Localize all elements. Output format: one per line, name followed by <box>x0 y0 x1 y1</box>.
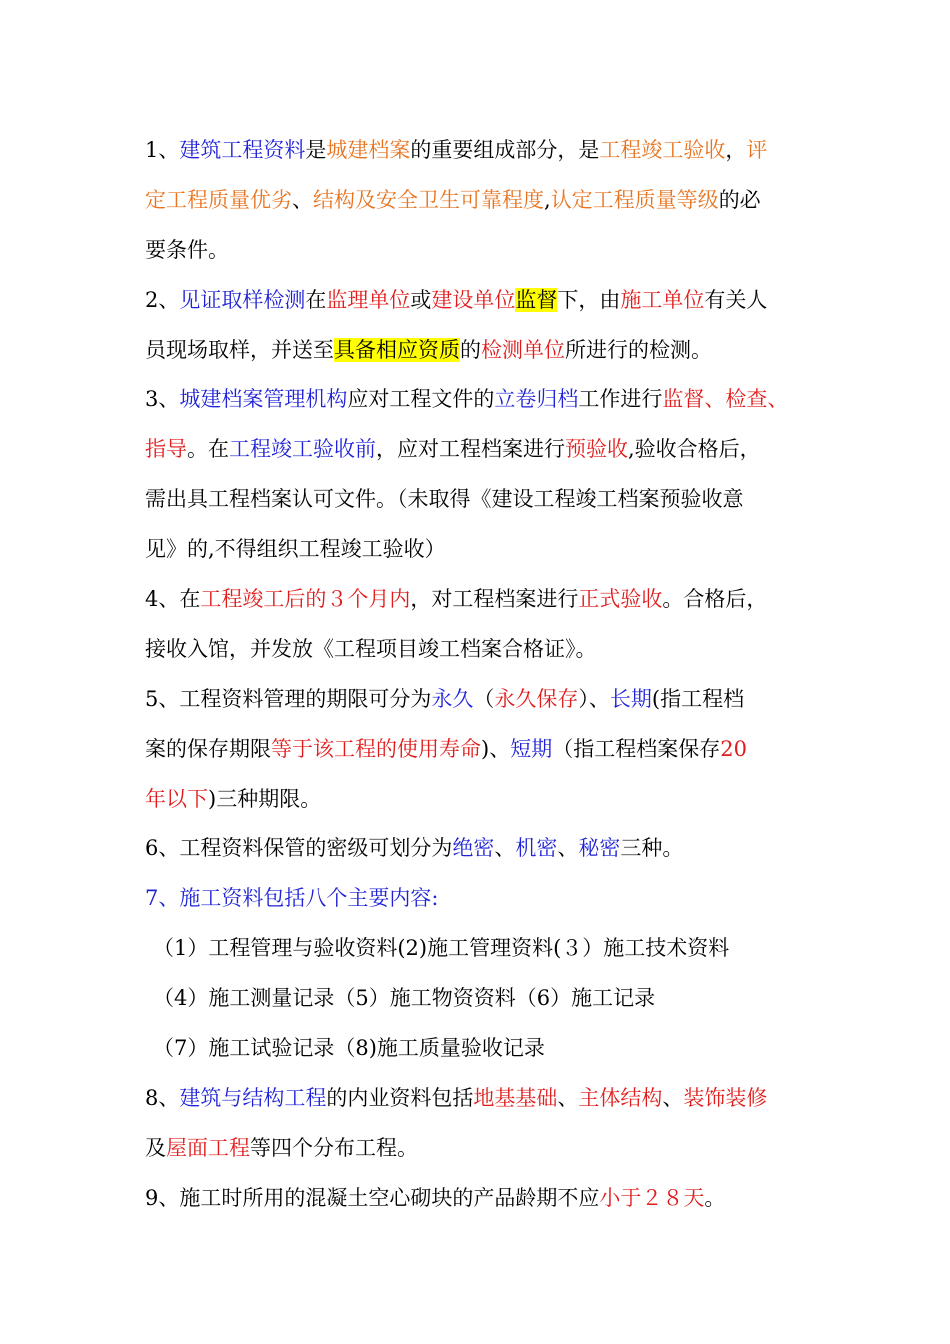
text-run: 绝密 <box>452 836 495 861</box>
text-run: 3、 <box>145 387 180 412</box>
text-run: 、 <box>557 836 579 861</box>
text-run: 工作进行 <box>578 387 663 412</box>
text-run: 预验收 <box>565 437 628 462</box>
text-run: 正式验收 <box>578 587 663 612</box>
text-run: （7）施工试验记录（8)施工质量验收记录 <box>153 1036 545 1061</box>
text-run: 或 <box>410 287 432 312</box>
text-run: （4）施工测量记录（5）施工物资资料（6）施工记录 <box>153 986 656 1011</box>
text-run: 8、 <box>145 1085 180 1110</box>
text-run: 1、 <box>145 138 180 162</box>
paragraph-line <box>145 625 825 675</box>
text-run: 地基基础 <box>473 1085 558 1110</box>
text-run: 6、工程资料保管的密级可划分为 <box>145 836 453 861</box>
text-run: 秘密 <box>578 836 621 861</box>
text-run: 城建档案 <box>326 138 411 162</box>
text-run: 2、 <box>145 287 180 312</box>
text-run: 指导 <box>145 437 187 462</box>
paragraph-line <box>145 675 825 725</box>
text-run: )、 <box>481 736 511 761</box>
paragraph-line <box>145 1124 825 1174</box>
highlighted-text: 具备相应资质 <box>334 337 460 362</box>
text-run: 施工单位 <box>620 287 705 312</box>
text-run: 7、施工资料包括八个主要内容: <box>145 886 439 911</box>
text-run: 要条件。 <box>145 237 229 262</box>
paragraph-line <box>145 1074 825 1124</box>
text-run: 等于该工程的使用寿命 <box>271 736 481 761</box>
list-subitem-line <box>145 924 825 974</box>
text-run: 、 <box>292 187 313 212</box>
text-run: 、 <box>494 836 516 861</box>
text-run: 案的保存期限 <box>145 736 271 761</box>
text-run: 的 <box>460 337 481 362</box>
text-run: （1）工程管理与验收资料(2)施工管理资料(３）施工技术资料 <box>153 936 730 961</box>
text-run: ,验收合格后， <box>628 437 761 462</box>
text-run: 。在 <box>187 437 229 462</box>
text-run: （ <box>473 686 495 711</box>
text-run: , <box>544 187 551 212</box>
paragraph-line <box>145 1174 825 1224</box>
text-run: 、 <box>557 1085 579 1110</box>
text-run: 机密 <box>515 836 558 861</box>
text-run: 见证取样检测 <box>179 287 306 312</box>
text-run: 小于２８天 <box>599 1185 705 1210</box>
text-run: 5、工程资料管理的期限可分为 <box>145 686 432 711</box>
text-run: 建设单位 <box>431 287 516 312</box>
text-run: 、 <box>662 1085 684 1110</box>
text-run: 有关人 <box>704 287 768 312</box>
text-run: 4、在 <box>145 587 201 612</box>
text-run: 所进行的检测。 <box>565 337 712 362</box>
text-run: ，应对工程档案进行 <box>376 437 565 462</box>
paragraph-line <box>145 176 825 226</box>
text-run: 9、施工时所用的混凝土空心砌块的产品龄期不应 <box>145 1185 600 1210</box>
text-run: 定工程质量优劣 <box>145 187 292 212</box>
text-run: 在 <box>305 287 327 312</box>
text-run: (指工程档 <box>651 686 745 711</box>
text-run: 及 <box>145 1135 166 1160</box>
paragraph-line <box>145 824 825 874</box>
text-run: 下，由 <box>557 287 621 312</box>
text-run: （指工程档案保存 <box>552 736 721 761</box>
text-run: 监督、检查、 <box>662 387 789 412</box>
text-run: 。 <box>704 1185 726 1210</box>
text-run: 的必 <box>718 187 761 212</box>
text-run: 检测单位 <box>481 337 565 362</box>
text-run: 需出具工程档案认可文件。（未取得《建设工程竣工档案预验收意 <box>145 487 744 512</box>
text-run: ， <box>725 138 747 162</box>
text-run: 立卷归档 <box>494 387 579 412</box>
paragraph-line <box>145 226 825 276</box>
text-run: 20 <box>720 736 747 761</box>
paragraph-line <box>145 276 825 326</box>
paragraph-line <box>145 375 825 425</box>
text-run: 城建档案管理机构 <box>179 387 348 412</box>
text-run: 应对工程文件的 <box>347 387 495 412</box>
text-run: 接收入馆，并发放《工程项目竣工档案合格证》。 <box>145 636 597 661</box>
text-run: 三种。 <box>620 836 684 861</box>
text-run: 监理单位 <box>326 287 411 312</box>
text-run: ，对工程档案进行 <box>410 587 579 612</box>
text-run: ）、 <box>578 686 610 711</box>
text-run: 。合格后， <box>662 587 768 612</box>
paragraph-line <box>145 475 825 525</box>
paragraph-line <box>145 725 825 775</box>
text-run: 年以下 <box>145 786 208 811</box>
text-run: 永久 <box>431 686 474 711</box>
text-run: 见》的,不得组织工程竣工验收） <box>145 537 446 562</box>
text-run: 结构及安全卫生可靠程度 <box>313 187 544 212</box>
highlighted-text: 监督 <box>515 287 558 312</box>
paragraph-line <box>145 126 825 176</box>
text-run: 工程竣工验收 <box>599 138 726 162</box>
text-run: 建筑工程资料 <box>179 138 306 162</box>
text-run: )三种期限。 <box>208 786 322 811</box>
text-run: 建筑与结构工程 <box>179 1085 327 1110</box>
paragraph-line <box>145 874 825 924</box>
text-run: 的重要组成部分，是 <box>410 138 600 162</box>
text-run: 屋面工程 <box>166 1135 250 1160</box>
paragraph-line <box>145 575 825 625</box>
text-run: 的内业资料包括 <box>326 1085 474 1110</box>
text-run: 长期 <box>609 686 652 711</box>
document-body <box>145 126 825 1224</box>
text-run: 等四个分布工程。 <box>250 1135 418 1160</box>
text-run: 永久保存 <box>494 686 579 711</box>
text-run: 装饰装修 <box>683 1085 768 1110</box>
text-run: 认定工程质量等级 <box>550 187 719 212</box>
list-subitem-line <box>145 1024 825 1074</box>
paragraph-line <box>145 425 825 475</box>
paragraph-line <box>145 525 825 575</box>
text-run: 工程竣工验收前 <box>229 437 376 462</box>
text-run: 评 <box>746 138 768 162</box>
paragraph-line <box>145 775 825 825</box>
list-subitem-line <box>145 974 825 1024</box>
text-run: 工程竣工后的３个月内 <box>200 587 411 612</box>
text-run: 主体结构 <box>578 1085 663 1110</box>
text-run: 是 <box>305 138 327 162</box>
text-run: 短期 <box>510 736 553 761</box>
paragraph-line <box>145 326 825 376</box>
text-run: 员现场取样，并送至 <box>145 337 334 362</box>
